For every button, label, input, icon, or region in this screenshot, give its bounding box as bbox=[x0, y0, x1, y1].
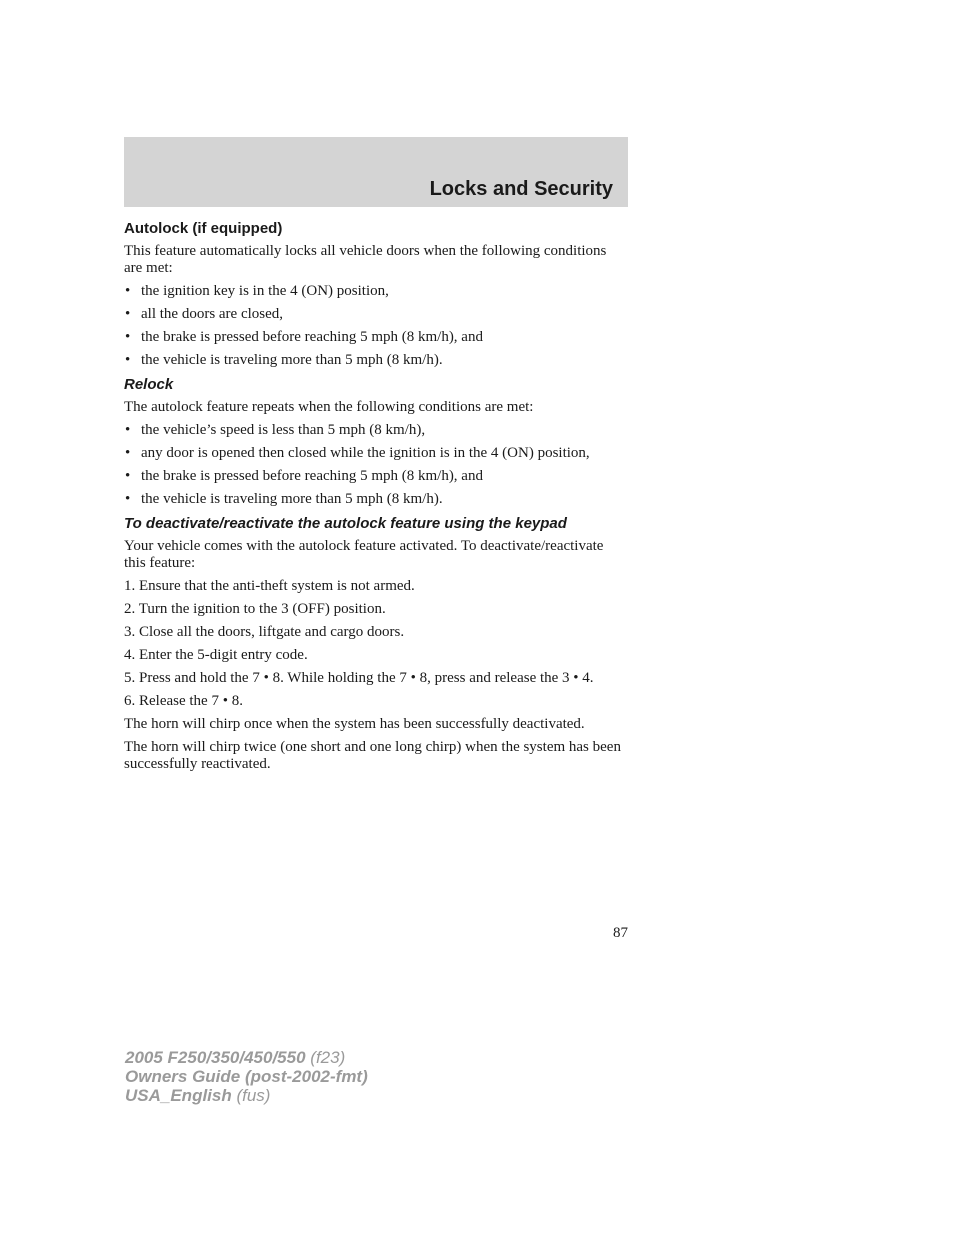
list-item-text: any door is opened then closed while the ignition is in the 4 (ON) position, bbox=[141, 445, 590, 461]
section-header-band bbox=[124, 137, 628, 207]
step-item: 4. Enter the 5-digit entry code. bbox=[124, 647, 308, 663]
bullet-icon: • bbox=[125, 306, 131, 322]
step-item: 6. Release the 7 • 8. bbox=[124, 693, 243, 709]
list-item bbox=[124, 329, 624, 346]
deactivate-steps-list bbox=[124, 578, 624, 710]
list-item bbox=[124, 468, 624, 485]
step-item: 1. Ensure that the anti-theft system is not armed. bbox=[124, 578, 415, 594]
footer-line-language bbox=[125, 1086, 368, 1105]
bullet-icon: • bbox=[125, 329, 131, 345]
list-item-text: the vehicle’s speed is less than 5 mph (8 km/h), bbox=[141, 422, 426, 438]
deactivate-intro: Your vehicle comes with the autolock feature activated. To deactivate/reactivate this feature: bbox=[124, 538, 604, 571]
autolock-intro: This feature automatically locks all vehicle doors when the following conditions are met: bbox=[124, 243, 607, 276]
bullet-icon: • bbox=[125, 283, 131, 299]
autolock-heading: Autolock (if equipped) bbox=[124, 220, 283, 237]
list-item bbox=[124, 352, 624, 369]
bullet-icon: • bbox=[125, 468, 131, 484]
list-item-text: the brake is pressed before reaching 5 mph (8 km/h), and bbox=[141, 329, 483, 345]
footer-model: 2005 F250/350/450/550 bbox=[125, 1048, 306, 1067]
page-number: 87 bbox=[613, 925, 628, 941]
list-item bbox=[124, 283, 624, 300]
list-item bbox=[124, 306, 624, 323]
list-item-text: all the doors are closed, bbox=[141, 306, 284, 322]
deactivated-note: The horn will chirp once when the system has been successfully deactivated. bbox=[124, 716, 585, 732]
section-title: Locks and Security bbox=[429, 178, 613, 200]
list-item bbox=[124, 445, 624, 462]
relock-heading: Relock bbox=[124, 376, 174, 393]
autolock-conditions-list bbox=[124, 283, 624, 369]
footer-language: USA_English bbox=[125, 1086, 232, 1105]
step-item: 5. Press and hold the 7 • 8. While holding the 7 • 8, press and release the 3 • 4. bbox=[124, 670, 594, 686]
list-item bbox=[124, 491, 624, 508]
footer-model-code: (f23) bbox=[305, 1048, 346, 1067]
reactivated-note: The horn will chirp twice (one short and one long chirp) when the system has been successfully reactivated. bbox=[124, 739, 621, 772]
list-item-text: the vehicle is traveling more than 5 mph (8 km/h). bbox=[141, 352, 443, 368]
page-content bbox=[124, 220, 624, 779]
list-item-text: the ignition key is in the 4 (ON) position, bbox=[141, 283, 389, 299]
step-item: 3. Close all the doors, liftgate and cargo doors. bbox=[124, 624, 405, 640]
relock-intro: The autolock feature repeats when the following conditions are met: bbox=[124, 399, 534, 415]
list-item-text: the brake is pressed before reaching 5 mph (8 km/h), and bbox=[141, 468, 483, 484]
bullet-icon: • bbox=[125, 491, 131, 507]
bullet-icon: • bbox=[125, 352, 131, 368]
bullet-icon: • bbox=[125, 445, 131, 461]
footer-language-code: (fus) bbox=[231, 1086, 271, 1105]
footer-line-guide bbox=[125, 1067, 368, 1086]
document-footer bbox=[125, 1048, 368, 1105]
footer-guide: Owners Guide (post-2002-fmt) bbox=[125, 1067, 368, 1086]
list-item bbox=[124, 422, 624, 439]
deactivate-heading: To deactivate/reactivate the autolock feature using the keypad bbox=[124, 515, 567, 532]
bullet-icon: • bbox=[125, 422, 131, 438]
step-item: 2. Turn the ignition to the 3 (OFF) position. bbox=[124, 601, 386, 617]
footer-line-model bbox=[125, 1048, 368, 1067]
list-item-text: the vehicle is traveling more than 5 mph (8 km/h). bbox=[141, 491, 443, 507]
relock-conditions-list bbox=[124, 422, 624, 508]
